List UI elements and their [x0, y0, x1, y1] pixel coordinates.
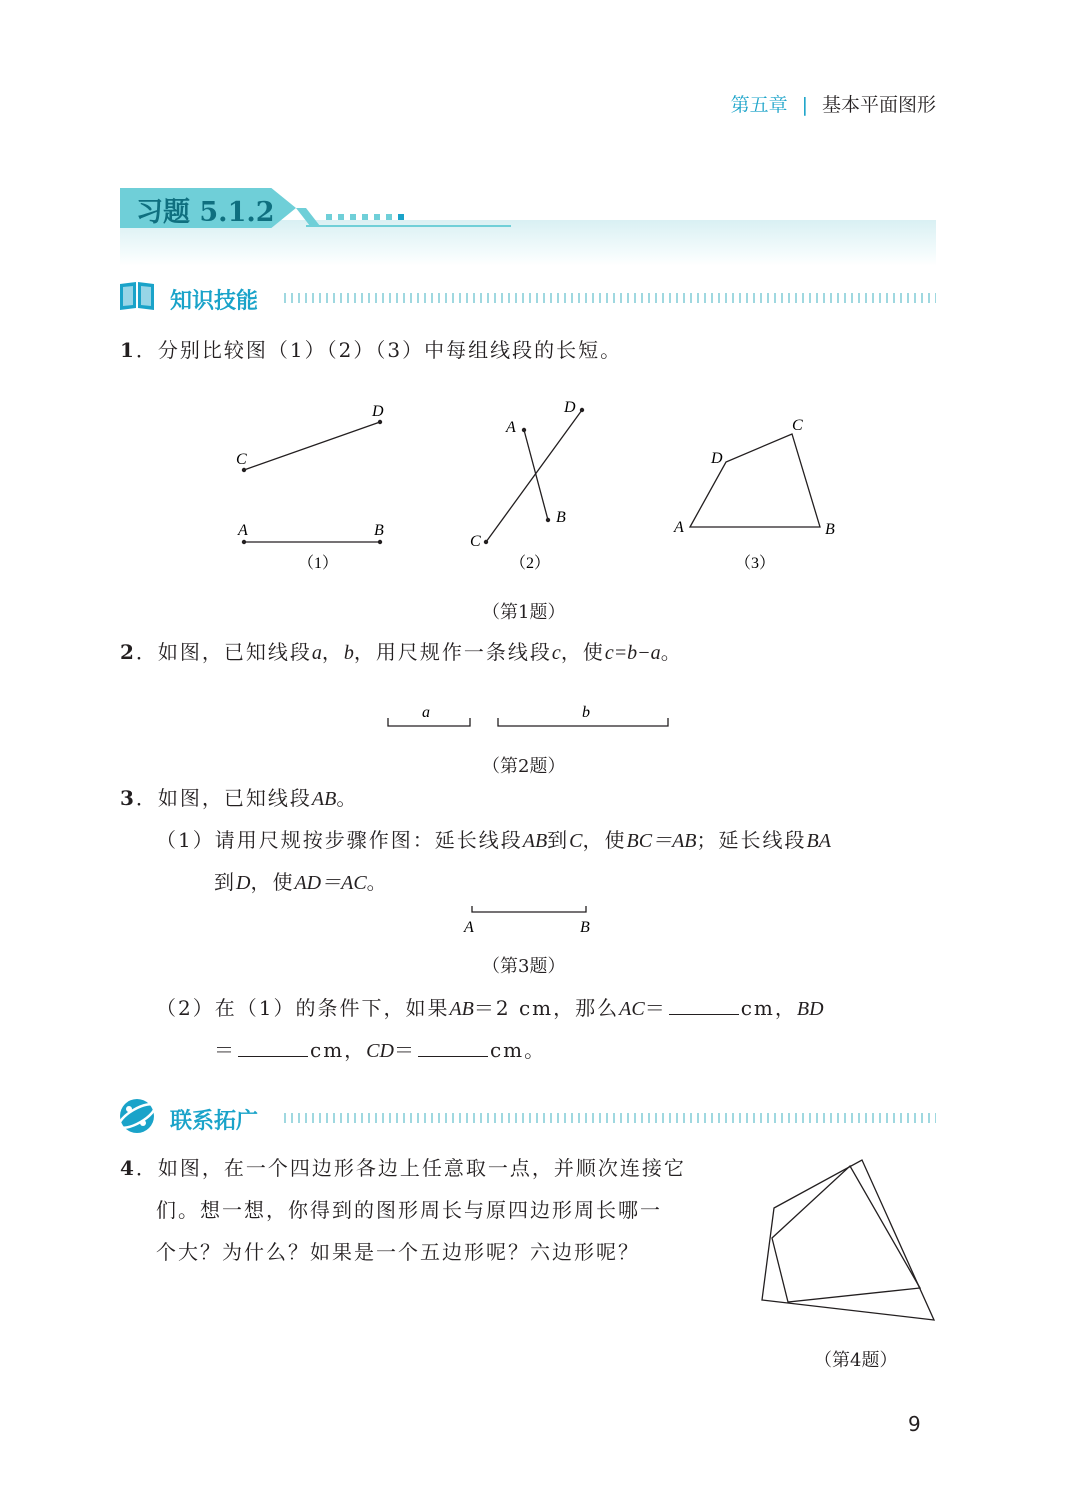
question-text: ．如图，在一个四边形各边上任意取一点，并顺次连接它	[135, 1156, 686, 1180]
label-C: C	[236, 451, 247, 468]
var-c: c	[551, 642, 561, 664]
answer-blank[interactable]	[238, 1040, 308, 1057]
segment-AB: AB	[522, 830, 548, 852]
label-A: A	[674, 519, 684, 536]
question-4-line3: 个大？为什么？如果是一个五边形呢？六边形呢？	[156, 1240, 640, 1264]
label-D: D	[711, 450, 723, 467]
question-text: ．如图，已知线段	[135, 640, 312, 664]
equation: BC＝AB	[626, 830, 697, 852]
answer-blank[interactable]	[669, 998, 739, 1015]
question-2	[120, 642, 683, 663]
subfig-2-caption: （2）	[510, 555, 551, 572]
section-divider	[284, 293, 936, 303]
figure-caption: （第2题）	[482, 756, 566, 777]
question-text: 到	[547, 828, 570, 852]
question-text: ；延长线段	[696, 828, 807, 852]
question-text: ，使	[250, 870, 295, 894]
equals: ＝	[393, 1038, 416, 1062]
question-text: 到	[214, 870, 236, 894]
punct: 。	[366, 870, 389, 894]
figure-caption: （第1题）	[482, 602, 566, 623]
segment-AB: AB	[311, 788, 337, 810]
label-B: B	[556, 509, 566, 526]
label-B: B	[580, 919, 590, 936]
figure-caption: （第4题）	[814, 1350, 898, 1371]
var-b: b	[343, 642, 354, 664]
equals: ＝	[214, 1038, 236, 1062]
segment-a-label: a	[422, 704, 430, 721]
point-D: D	[236, 872, 251, 894]
label-B: B	[825, 521, 835, 538]
equation: AD＝AC	[294, 872, 367, 894]
question-4-line1	[120, 1158, 686, 1178]
unit: cm	[310, 1038, 345, 1062]
point-C: C	[569, 830, 583, 852]
question-number: 3	[120, 786, 136, 810]
question-3-part1-line1	[156, 830, 831, 851]
equation: c=b−a	[604, 642, 661, 664]
palette-icon	[116, 1096, 158, 1136]
section-divider	[284, 1113, 936, 1123]
book-icon	[118, 278, 156, 314]
section-knowledge-title: 知识技能	[170, 289, 259, 314]
question-text: ，使	[582, 828, 627, 852]
question-text: （2）在（1）的条件下，如果	[156, 996, 450, 1020]
q4-figure	[754, 1150, 944, 1330]
question-text: ，使	[560, 640, 605, 664]
punct: 。	[660, 640, 683, 664]
subfig-1-caption: （1）	[298, 555, 339, 572]
label-D: D	[372, 403, 384, 420]
question-text: （1）请用尺规按步骤作图：延长线段	[156, 828, 523, 852]
question-3-part2-line2	[214, 1040, 546, 1061]
subfig-3-caption: （3）	[735, 555, 776, 572]
figure-caption: （第3题）	[482, 956, 566, 977]
question-3-part1-line2	[214, 872, 389, 893]
section-extension-title: 联系拓广	[170, 1109, 259, 1134]
q1-figure	[200, 390, 860, 580]
question-text: ，用尺规作一条线段	[353, 640, 552, 664]
segment-CD: CD	[366, 1040, 394, 1062]
punct: 。	[336, 786, 359, 810]
q2-figure	[380, 696, 680, 732]
var-a: a	[311, 642, 322, 664]
page-number: 9	[908, 1412, 921, 1436]
question-number: 2	[120, 640, 136, 664]
unit: cm	[740, 996, 775, 1020]
chapter-label: 第五章	[730, 94, 788, 116]
punct: 。	[524, 1038, 547, 1062]
equals: ＝	[644, 996, 667, 1020]
label-A: A	[506, 419, 516, 436]
header-separator: |	[801, 94, 808, 116]
label-D: D	[564, 399, 576, 416]
running-header	[731, 90, 936, 117]
chapter-title: 基本平面图形	[821, 94, 936, 116]
label-C: C	[792, 417, 803, 434]
question-text: ．如图，已知线段	[135, 786, 312, 810]
punct: ，	[344, 1038, 367, 1062]
banner-stripes	[296, 206, 516, 228]
question-text: ＝2 cm，那么	[473, 996, 620, 1020]
segment-BA: BA	[806, 830, 831, 852]
label-B: B	[374, 522, 384, 539]
question-4-line2: 们。想一想，你得到的图形周长与原四边形周长哪一	[156, 1198, 662, 1222]
segment-AC: AC	[619, 998, 645, 1020]
unit: cm	[489, 1038, 525, 1062]
question-text: ．分别比较图（1）（2）（3）中每组线段的长短。	[135, 338, 623, 362]
question-3	[120, 788, 358, 809]
exercise-title: 习题 5.1.2	[136, 197, 275, 228]
punct: ，	[321, 640, 344, 664]
punct: ，	[774, 996, 797, 1020]
label-C: C	[470, 533, 481, 550]
segment-b-label: b	[582, 704, 590, 721]
question-3-part2-line1	[156, 998, 824, 1019]
question-number: 4	[120, 1156, 136, 1180]
label-A: A	[464, 919, 474, 936]
segment-AB: AB	[449, 998, 474, 1020]
answer-blank[interactable]	[418, 1040, 488, 1057]
question-1	[120, 340, 622, 360]
q3-figure	[456, 902, 606, 938]
segment-BD: BD	[796, 998, 824, 1020]
question-number: 1	[120, 338, 136, 362]
label-A: A	[238, 522, 248, 539]
